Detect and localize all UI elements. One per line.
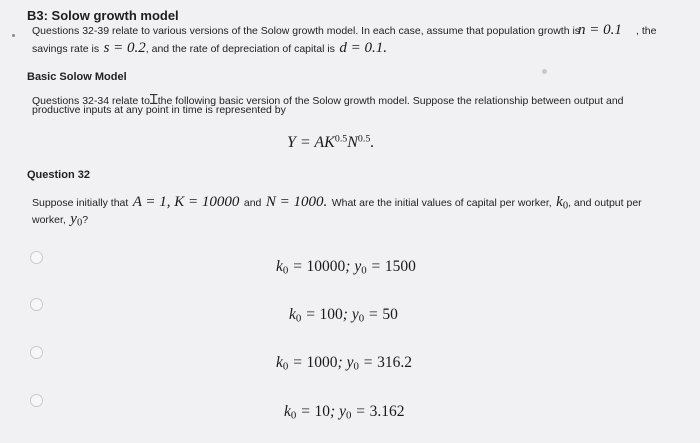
question-y0: $y_0$: [70, 211, 83, 229]
question-text-1: Suppose initially that: [32, 197, 129, 209]
question-text-6: ?: [82, 214, 89, 226]
question-k0: $k_0$: [556, 194, 569, 212]
intro-s-value: s = 0.2: [103, 40, 146, 56]
section-title: B3: Solow growth model: [27, 8, 179, 23]
bullet-marker: [12, 34, 15, 37]
basic-desc-b: the following basic version of the Solow growth model. Suppose the relationship between output and: [157, 95, 624, 107]
question-text-5: worker,: [32, 214, 66, 226]
question-assumption: A = 1, K = 10000: [132, 194, 240, 210]
question-line-2: [32, 210, 88, 228]
basic-desc-line-2: productive inputs at any point in time is represented by: [32, 104, 286, 116]
intro-text-3: savings rate is: [32, 43, 100, 55]
option-1-radio[interactable]: [30, 251, 43, 264]
question-text-2: and: [243, 197, 262, 209]
basic-model-heading: Basic Solow Model: [27, 71, 127, 83]
intro-text-2: , the: [636, 25, 657, 37]
option-1-label[interactable]: $k_0 = 10000$; $y_0 = 1500$: [276, 258, 416, 277]
question-text-4: , and output per: [568, 197, 642, 209]
text-cursor-icon: Ɪ: [149, 92, 158, 108]
intro-d-value: d = 0.1.: [339, 40, 387, 56]
option-4-label[interactable]: $k_0 = 10$; $y_0 = 3.162$: [284, 403, 405, 422]
question-n-value: N = 1000.: [265, 194, 328, 210]
question-text-3: What are the initial values of capital per worker,: [331, 197, 552, 209]
intro-line-2: [32, 39, 387, 57]
production-function: $Y = AK^{0.5}N^{0.5}$.: [287, 133, 375, 151]
intro-line-1: [32, 25, 580, 37]
option-3-label[interactable]: $k_0 = 1000$; $y_0 = 316.2$: [276, 354, 412, 373]
decorative-dot: [542, 69, 547, 74]
intro-n-value: n = 0.1: [578, 22, 622, 38]
question-line-1: [32, 193, 642, 211]
intro-text-1: Questions 32-39 relate to various versions of the Solow growth model. In each case, assume that population growth is: [32, 25, 581, 37]
basic-desc-a: Questions 32-34 relate to: [32, 95, 150, 107]
intro-text-4: , and the rate of depreciation of capital is: [145, 43, 335, 55]
option-3-radio[interactable]: [30, 346, 43, 359]
option-4-radio[interactable]: [30, 394, 43, 407]
option-2-radio[interactable]: [30, 298, 43, 311]
question-label: Question 32: [27, 169, 90, 181]
option-2-label[interactable]: $k_0 = 100$; $y_0 = 50$: [289, 306, 398, 325]
